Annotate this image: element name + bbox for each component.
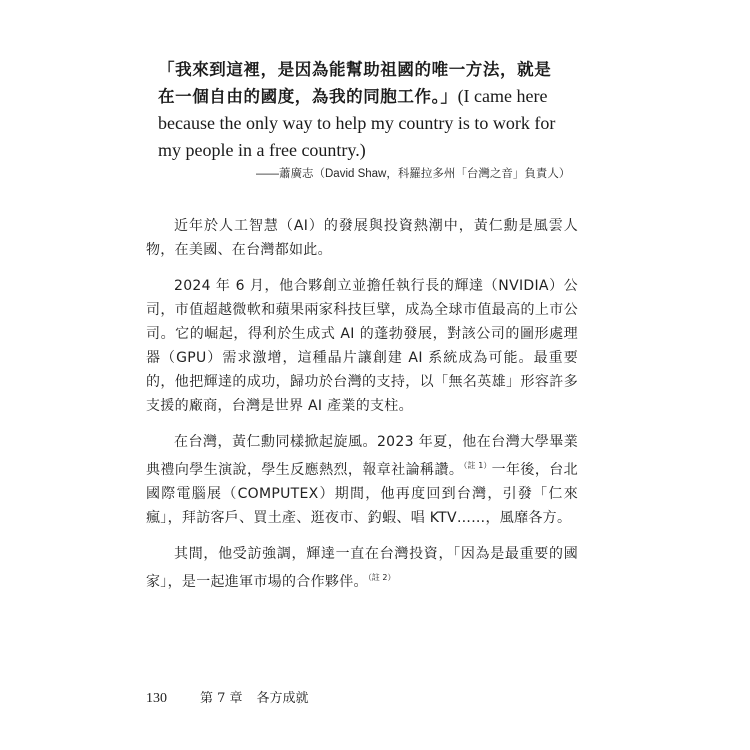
paragraph-text: 近年於人工智慧（AI）的發展與投資熱潮中，黃仁勳是風雲人物，在美國、在台灣都如此。 bbox=[146, 218, 578, 258]
paragraph-4 bbox=[146, 542, 578, 594]
paragraph-text: 2024 年 6 月，他合夥創立並擔任執行長的輝達（NVIDIA）公司，市值超越微軟和蘋果兩家科技巨擘，成為全球市值最高的上市公司。它的崛起，得利於生成式 AI 的蓬勃發展，對該公司的圖形處理器（GPU）需求激增，這種晶片讓創建 AI 系統成為可能。最重要的，他把輝達的成功，歸功於台灣的支持，以「無名英雄」形容許多支援的廠商，台灣是世界 AI 產業的支柱。 bbox=[146, 278, 578, 414]
body-text bbox=[146, 214, 578, 606]
paragraph-2 bbox=[146, 274, 578, 418]
paragraph-text: 其間，他受訪強調，輝達一直在台灣投資，「因為是最重要的國家」，是一起進軍市場的合作夥伴。 bbox=[146, 546, 578, 590]
paragraph-text: 在台灣，黃仁勳同樣掀起旋風。2023 年夏，他在台灣大學畢業典禮向學生演說，學生反應熱烈，報章社論稱讚。 bbox=[146, 434, 578, 478]
paragraph-text: 一年後，台北國際電腦展（COMPUTEX）期間，他再度回到台灣，引發「仁來瘋」，拜訪客戶、買土產、逛夜市、釣蝦、唱 KTV……，風靡各方。 bbox=[146, 462, 578, 526]
epigraph-chinese: 「我來到這裡，是因為能幫助祖國的唯一方法，就是在一個自由的國度，為我的同胞工作。」 bbox=[158, 60, 552, 106]
chapter-title: 各方成就 bbox=[256, 691, 309, 706]
page-footer bbox=[146, 690, 309, 708]
page-number: 130 bbox=[146, 691, 167, 706]
footnote-ref-1: （註 1） bbox=[463, 461, 492, 470]
chapter-number: 第 7 章 bbox=[200, 691, 243, 706]
footnote-ref-2: （註 2） bbox=[367, 573, 396, 582]
epigraph-attribution: ——蕭廣志（David Shaw，科羅拉多州「台灣之音」負責人） bbox=[256, 168, 571, 180]
epigraph-quote bbox=[158, 57, 558, 164]
epigraph-english: (I came here because the only way to help my country is to work for my people in a free country.) bbox=[158, 86, 556, 160]
paragraph-1 bbox=[146, 214, 578, 262]
paragraph-3 bbox=[146, 430, 578, 530]
